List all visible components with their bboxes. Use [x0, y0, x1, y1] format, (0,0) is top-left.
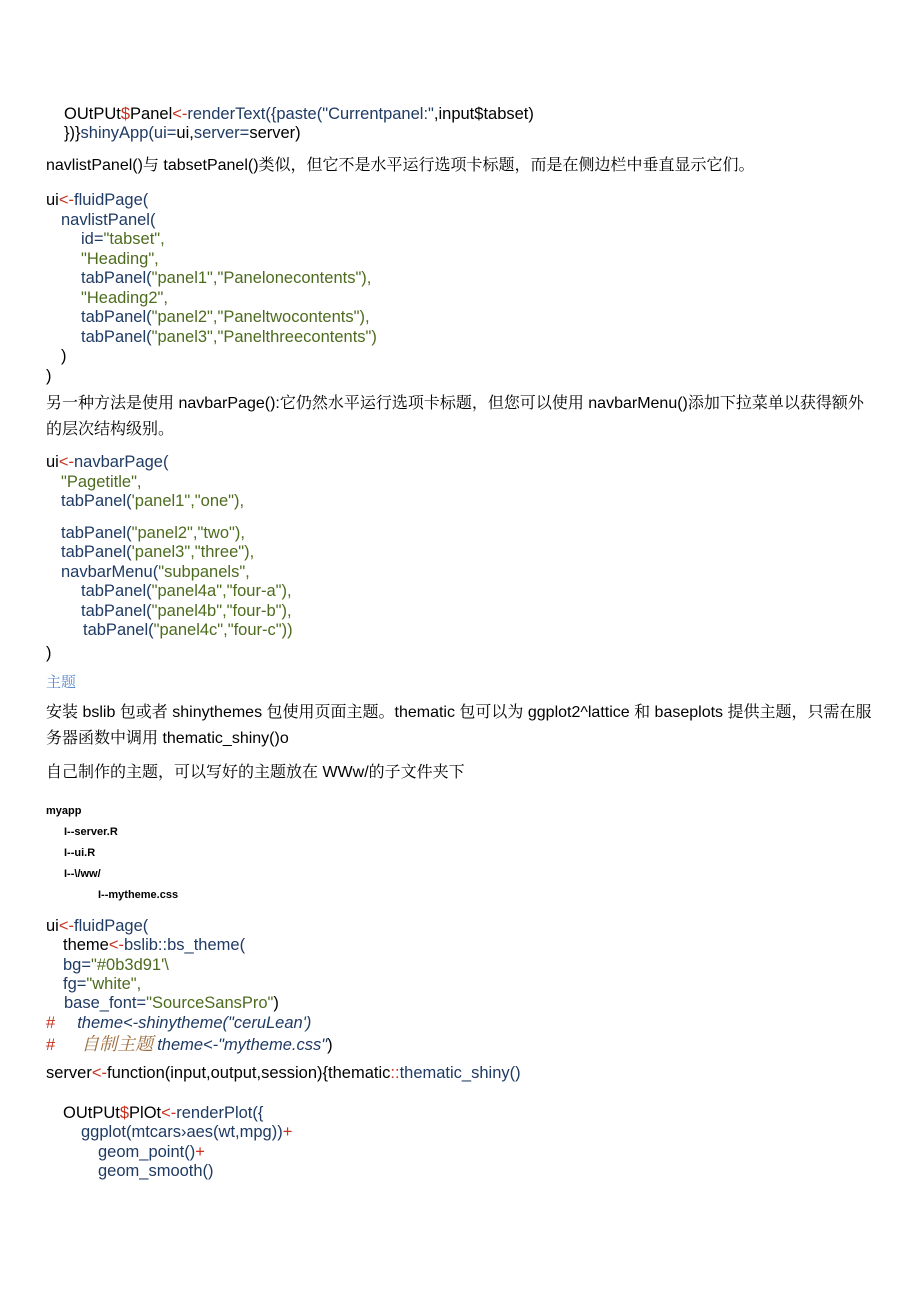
code-token: $ — [119, 1104, 130, 1122]
code-token: ui — [46, 191, 59, 209]
code-token: <- — [58, 917, 74, 935]
code-line — [81, 581, 292, 601]
code-line — [61, 523, 245, 543]
code-token: "panel2","Paneltwocontents"), — [151, 308, 370, 326]
code-token: fluidPage( — [73, 191, 149, 209]
section-heading: 主题 — [46, 674, 77, 691]
code-token: <- — [161, 1104, 177, 1122]
code-line: "Heading", — [81, 250, 159, 268]
code-token: <- — [108, 936, 124, 954]
code-token: geom_point() — [98, 1143, 196, 1161]
code-token: Panel — [130, 105, 173, 123]
code-token: "SourceSansPro" — [146, 994, 274, 1012]
code-token: 'panel3","three"), — [131, 543, 255, 561]
code-token: function(input,output,session){thematic — [106, 1064, 391, 1082]
code-line — [46, 1035, 333, 1055]
code-token: $ — [120, 105, 131, 123]
tree-item: myapp — [46, 805, 82, 817]
code-line: navlistPanel( — [61, 211, 156, 229]
code-token: "panel1","Panelonecontents"), — [151, 269, 372, 287]
code-token: PlOt — [129, 1104, 162, 1122]
code-token: fg= — [63, 975, 87, 993]
code-line — [63, 974, 141, 994]
code-token: id= — [81, 230, 104, 248]
code-line: ) — [46, 644, 52, 662]
code-token: shinyApp(ui= — [80, 124, 177, 142]
code-token: ui — [46, 917, 59, 935]
code-token: "subpanels", — [158, 563, 250, 581]
code-token: theme — [63, 936, 109, 954]
code-token: OUtPUt — [64, 105, 121, 123]
tree-item: I--\/ww/ — [64, 868, 101, 880]
code-token: # — [46, 1036, 56, 1054]
code-token: "#0b3d91'\ — [91, 956, 169, 974]
code-token: ) — [327, 1036, 333, 1054]
tree-item: I--server.R — [64, 826, 118, 838]
code-token: Currentpanel:" — [328, 105, 434, 123]
code-token: "panel2","two"), — [131, 524, 245, 542]
code-line — [61, 491, 244, 511]
code-line — [81, 1122, 292, 1142]
code-token: ggplot(mtcars›aes(wt,mpg)) — [81, 1123, 283, 1141]
code-line — [81, 327, 377, 347]
tree-item: I--ui.R — [64, 847, 96, 859]
code-line — [64, 123, 301, 143]
code-token: <- — [58, 191, 74, 209]
code-token: })} — [64, 124, 81, 142]
code-token: thematic_shiny() — [399, 1064, 521, 1082]
code-token: ) — [273, 994, 279, 1012]
code-token: ,input$tabset) — [433, 105, 534, 123]
code-token: "white", — [86, 975, 142, 993]
code-token: renderPlot({ — [176, 1104, 264, 1122]
code-token: <- — [91, 1064, 107, 1082]
code-token: # — [46, 1014, 56, 1032]
code-line — [46, 916, 148, 936]
code-line — [63, 955, 169, 975]
code-line — [46, 190, 148, 210]
code-token: ui, — [176, 124, 194, 142]
code-line — [98, 1142, 205, 1162]
code-token: tabPanel( — [81, 602, 152, 620]
code-line — [81, 601, 292, 621]
code-token: OUtPUt — [63, 1104, 120, 1122]
code-token: "panel4c","four-c")) — [153, 621, 293, 639]
code-token: tabPanel( — [81, 582, 152, 600]
code-token: tabPanel( — [81, 308, 152, 326]
code-token: tabPanel( — [61, 492, 132, 510]
code-token: "panel4a","four-a"), — [151, 582, 292, 600]
code-token: bslib::bs_theme( — [124, 936, 246, 954]
code-line — [64, 104, 534, 124]
code-line: "Pagetitle", — [61, 473, 142, 491]
code-token: base_font= — [64, 994, 147, 1012]
code-token: server) — [249, 124, 301, 142]
paragraph: 安装 bslib 包或者 shinythemes 包使用页面主题。thematic 包可以为 ggplot2^lattice 和 baseplots 提供主题，只需在服务器函数中调用 thematic_shiny()o — [46, 704, 872, 747]
paragraph: 另一种方法是使用 navbarPage():它仍然水平运行选项卡标题，但您可以使用 navbarMenu()添加下拉菜单以获得额外的层次结构级别。 — [46, 395, 864, 438]
code-line — [81, 268, 371, 288]
code-token: tabPanel( — [81, 269, 152, 287]
code-line — [61, 542, 254, 562]
code-token: :: — [390, 1064, 400, 1082]
code-token: + — [282, 1123, 293, 1141]
code-line — [46, 1063, 521, 1083]
code-line: ) — [46, 367, 52, 385]
code-token: ui — [46, 453, 59, 471]
code-token: tabPanel( — [83, 621, 154, 639]
code-line — [81, 307, 370, 327]
code-token: server — [46, 1064, 92, 1082]
code-line — [81, 229, 165, 249]
code-token: navbarPage( — [73, 453, 169, 471]
code-line — [46, 1013, 311, 1033]
code-line — [46, 452, 168, 472]
code-token: "panel4b","four-b"), — [151, 602, 292, 620]
code-line — [63, 1103, 263, 1123]
code-token: bg= — [63, 956, 91, 974]
code-token: "tabset", — [103, 230, 165, 248]
code-token: tabPanel( — [81, 328, 152, 346]
code-token: <- — [172, 105, 188, 123]
code-token: renderText({paste(" — [187, 105, 329, 123]
code-token: fluidPage( — [73, 917, 149, 935]
paragraph: 自己制作的主题，可以写好的主题放在 WWw/的子文件夹下 — [46, 764, 465, 781]
code-token: tabPanel( — [61, 524, 132, 542]
code-line: geom_smooth() — [98, 1162, 214, 1180]
code-line — [64, 993, 279, 1013]
code-comment: 自制主题 — [81, 1034, 154, 1055]
code-token: "panel3","Panelthreecontents") — [151, 328, 377, 346]
code-token: navbarMenu( — [61, 563, 159, 581]
code-line — [83, 620, 293, 640]
code-token: server= — [193, 124, 250, 142]
code-token: <- — [58, 453, 74, 471]
code-line — [63, 935, 245, 955]
code-line — [61, 562, 250, 582]
tree-item: I--mytheme.css — [98, 889, 179, 901]
paragraph: navlistPanel()与 tabsetPanel()类似，但它不是水平运行选项卡标题，而是在侧边栏中垂直显示它们。 — [46, 157, 755, 174]
code-comment: theme<-shinytheme("ceruLean') — [77, 1014, 312, 1032]
code-token: tabPanel( — [61, 543, 132, 561]
code-line: ) — [61, 347, 67, 365]
code-line: "Heading2", — [81, 289, 168, 307]
code-token: 'panel1","one"), — [131, 492, 245, 510]
code-token: + — [195, 1143, 205, 1161]
code-comment: theme<-"mytheme.css" — [157, 1036, 328, 1054]
